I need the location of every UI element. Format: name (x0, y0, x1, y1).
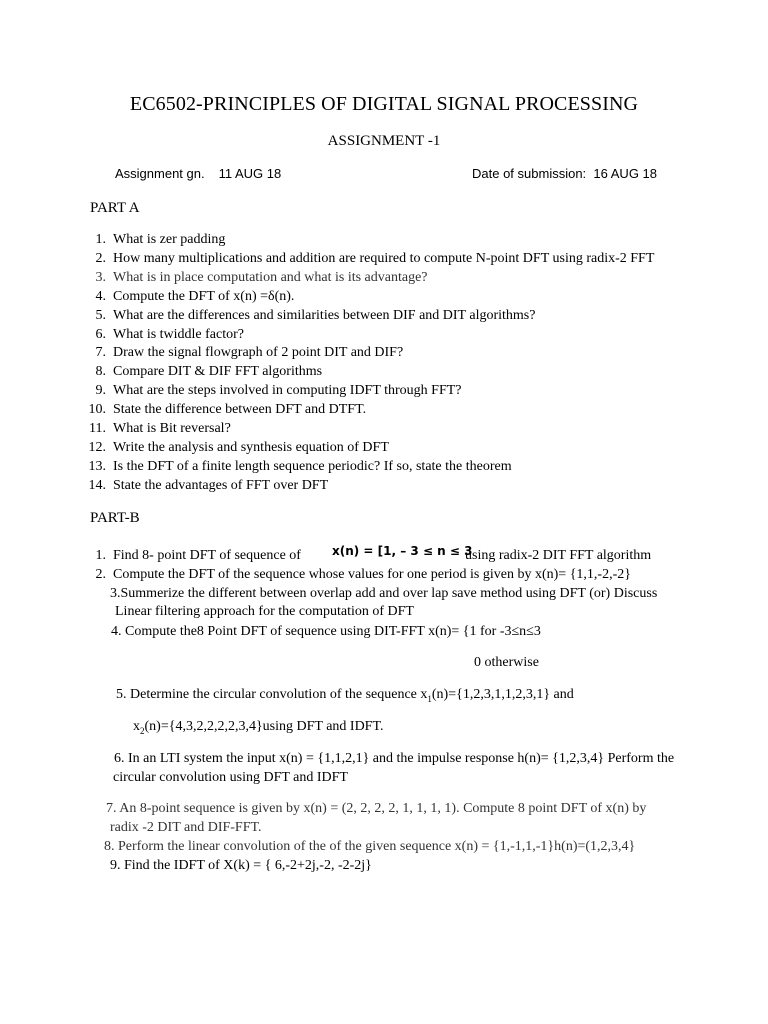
part-b-question-4: 4. Compute the8 Point DFT of sequence using DIT-FFT x(n)= {1 for -3≤n≤3 (111, 624, 541, 639)
part-a-question (84, 383, 462, 399)
part-b-question-9: 9. Find the IDFT of X(k) = { 6,-2+2j,-2, -2-2j} (110, 858, 372, 873)
question-text: Find 8- point DFT of sequence of (113, 548, 301, 563)
submission-label: Date of submission: (472, 166, 587, 181)
part-a-heading: PART A (90, 200, 140, 216)
question-number: 6. (95, 326, 106, 342)
question-text: Compute the DFT of x(n) =δ(n). (113, 288, 295, 304)
submission-date: 16 AUG 18 (593, 166, 658, 181)
question-text: What is Bit reversal? (113, 421, 231, 436)
part-b-question-3: 3.Summerize the different between overlap add and over lap save method using DFT (or) Discuss (110, 586, 658, 601)
part-b-question-5 (116, 687, 574, 704)
part-a-question (84, 440, 389, 456)
part-b-question-6: 6. In an LTI system the input x(n) = {1,1,2,1} and the impulse response h(n)= {1,2,3,4} Perform the (114, 751, 675, 766)
part-a-question (84, 345, 403, 361)
part-b-question-8: 8. Perform the linear convolution of the of the given sequence x(n) = {1,-1,1,-1}h(n)=(1,2,3,4} (104, 839, 636, 854)
part-b-question-2 (84, 567, 631, 583)
part-b-question-4-otherwise: 0 otherwise (474, 655, 539, 670)
question-text: 5. Determine the circular convolution of the sequence x (116, 687, 428, 702)
part-b-question-1-tail: using radix-2 DIT FFT algorithm (465, 548, 652, 563)
question-number: 14. (88, 477, 106, 493)
question-number: 7. (95, 345, 106, 361)
part-a-question (84, 402, 366, 418)
part-a-question (84, 270, 428, 286)
question-number: 2. (95, 567, 106, 582)
question-text: How many multiplications and addition are required to compute N-point DFT using radix-2 FFT (113, 250, 655, 266)
part-b-question-3-cont: Linear filtering approach for the computation of DFT (115, 604, 414, 619)
subscript: 2 (140, 725, 145, 736)
part-b-question-7-cont: radix -2 DIT and DIF-FFT. (110, 820, 262, 835)
subscript: 1 (427, 693, 432, 704)
question-text: x (133, 719, 140, 734)
question-number: 12. (88, 439, 106, 455)
question-number: 4. (95, 288, 106, 304)
question-number: 1. (95, 232, 106, 247)
question-number: 10. (88, 402, 106, 418)
given-date: 11 AUG 18 (218, 166, 282, 181)
question-text: Compare DIT & DIF FFT algorithms (113, 364, 323, 380)
given-label: Assignment gn. (115, 166, 205, 181)
question-text: What is zer padding (113, 232, 226, 247)
assignment-subtitle: ASSIGNMENT -1 (327, 133, 441, 149)
part-a-question (84, 232, 225, 248)
question-text: Is the DFT of a finite length sequence periodic? If so, state the theorem (113, 458, 512, 474)
part-a-question (84, 459, 512, 475)
part-a-question (84, 251, 654, 267)
part-b-question-7: 7. An 8-point sequence is given by x(n) = (2, 2, 2, 2, 1, 1, 1, 1). Compute 8 point DFT of x(n) by (106, 801, 647, 816)
part-a-question (84, 327, 244, 343)
question-number: 9. (95, 383, 106, 399)
part-b-question-5-cont (133, 719, 383, 736)
question-number: 8. (95, 364, 106, 380)
part-b-question-1 (84, 548, 301, 564)
question-text: What are the steps involved in computing IDFT through FFT? (113, 383, 462, 399)
sequence-formula: x(n) = [1, – 3 ≤ n ≤ 3 (332, 544, 473, 558)
question-number: 1. (95, 548, 106, 563)
part-b-heading: PART-B (90, 510, 140, 526)
submission-date-block (472, 166, 657, 181)
assignment-given (115, 166, 281, 181)
question-number: 13. (88, 458, 106, 474)
question-text: What is in place computation and what is its advantage? (113, 269, 428, 285)
part-b-question-6-cont: circular convolution using DFT and IDFT (113, 770, 348, 785)
question-number: 11. (89, 421, 106, 436)
question-text: (n)={4,3,2,2,2,2,3,4}using DFT and IDFT. (144, 719, 384, 734)
part-a-question (84, 364, 322, 380)
question-number: 5. (95, 307, 106, 323)
question-number: 2. (95, 250, 106, 266)
question-text: Write the analysis and synthesis equation of DFT (113, 439, 389, 455)
document-title: EC6502-PRINCIPLES OF DIGITAL SIGNAL PROCESSING (129, 93, 639, 115)
part-a-question (84, 478, 328, 494)
question-text: Compute the DFT of the sequence whose values for one period is given by x(n)= {1,1,-2,-2} (113, 567, 631, 582)
question-text: State the difference between DFT and DTFT. (113, 402, 367, 418)
question-text: Draw the signal flowgraph of 2 point DIT and DIF? (113, 345, 404, 361)
question-text: State the advantages of FFT over DFT (113, 477, 329, 493)
question-text: What are the differences and similarities between DIF and DIT algorithms? (113, 307, 536, 323)
question-number: 3. (95, 269, 106, 285)
question-text: (n)={1,2,3,1,1,2,3,1} and (431, 687, 574, 702)
part-a-question (84, 421, 231, 437)
part-a-question (84, 308, 535, 324)
question-text: What is twiddle factor? (113, 326, 245, 342)
part-a-question (84, 289, 294, 305)
